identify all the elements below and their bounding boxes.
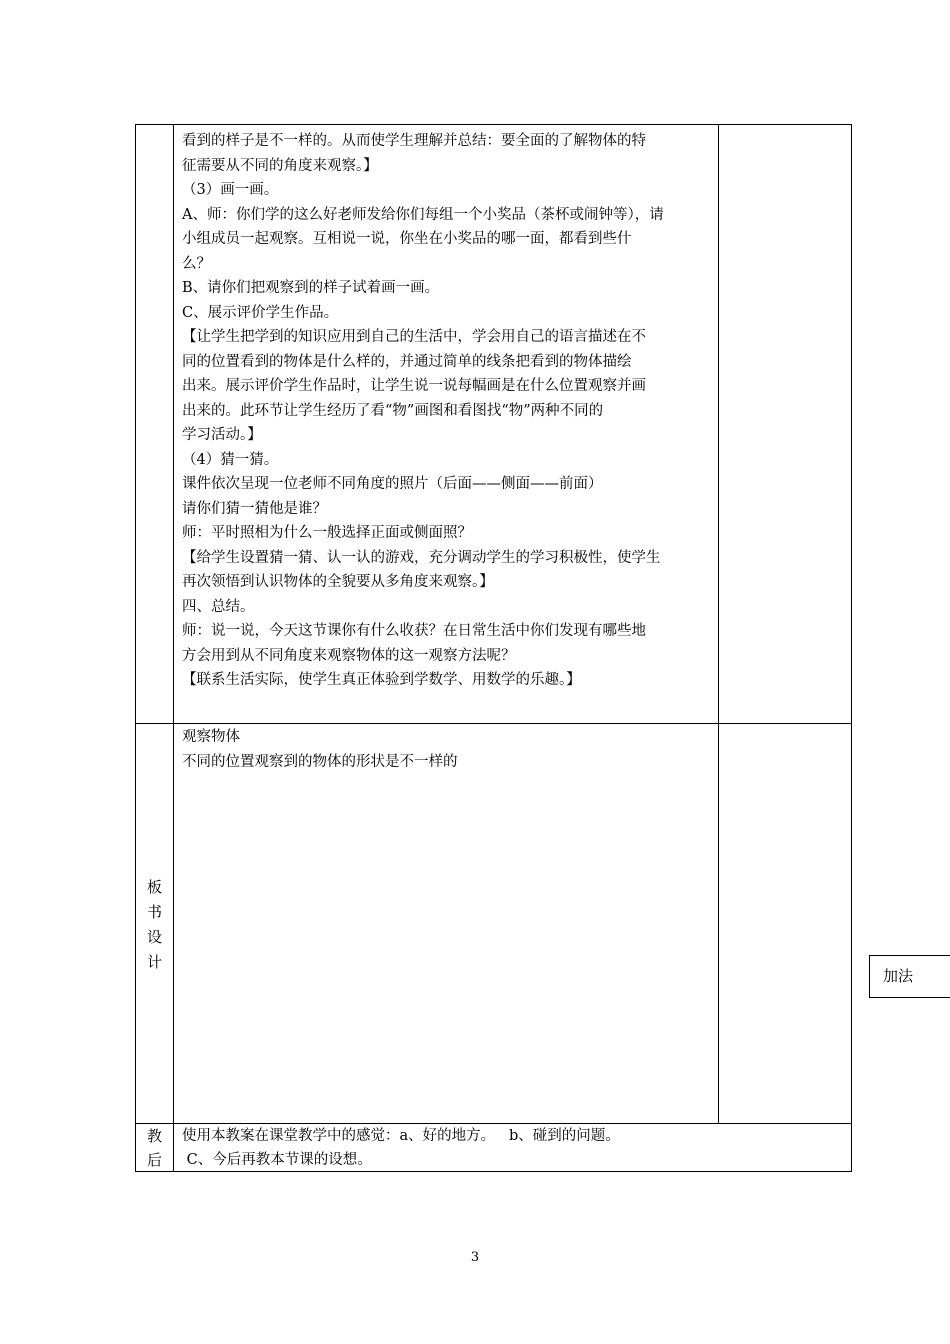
text-line: 么？	[182, 255, 211, 272]
text-line: 再次领悟到认识物体的全貌要从多角度来观察。】	[182, 574, 494, 590]
text-line: 同的位置看到的物体是什么样的，并通过简单的线条把看到的物体描绘	[182, 353, 632, 370]
text-line: 学习活动。】	[182, 427, 262, 443]
text-line: 出来。展示评价学生作品时，让学生说一说每幅画是在什么位置观察并画	[182, 378, 646, 394]
text-line: （3）画一画。	[182, 182, 279, 198]
after-class-label	[136, 1124, 173, 1172]
text-line: 方会用到从不同角度来观察物体的这一观察方法呢？	[182, 647, 516, 664]
text-line: 看到的样子是不一样的。从而使学生理解并总结：要全面的了解物体的特	[182, 133, 646, 149]
label-char: 板	[146, 878, 162, 896]
label-char: 教	[146, 1127, 162, 1145]
board-line: 观察物体	[182, 729, 240, 745]
teaching-process-text	[182, 129, 716, 693]
row-divider-1	[136, 723, 851, 724]
text-line: 【给学生设置猜一猜、认一认的游戏，充分调动学生的学习积极性，使学生	[182, 549, 661, 566]
text-line: 课件依次呈现一位老师不同角度的照片（后面——侧面——前面）	[182, 476, 603, 492]
text-line: 师：说一说，今天这节课你有什么收获？在日常生活中你们发现有哪些地	[182, 623, 646, 639]
after-class-line: 使用本教案在课堂教学中的感觉：a、好的地方。 b、碰到的问题。	[182, 1128, 620, 1144]
after-class-text	[182, 1124, 842, 1172]
text-line: 征需要从不同的角度来观察。】	[182, 157, 378, 174]
page-number: 3	[470, 1250, 480, 1265]
lesson-plan-table	[135, 124, 852, 1172]
text-line: 请你们猜一猜他是谁？	[182, 500, 327, 517]
label-char: 计	[146, 953, 162, 971]
board-design-text	[182, 725, 716, 774]
col-divider-left	[173, 125, 174, 1171]
text-line: 师：平时照相为什么一般选择正面或侧面照？	[182, 525, 472, 541]
text-line: 小组成员一起观察。互相说一说，你坐在小奖品的哪一面，都看到些什	[182, 231, 632, 247]
text-line: 【联系生活实际，使学生真正体验到学数学、用数学的乐趣。】	[182, 672, 581, 688]
text-line: 出来的。此环节让学生经历了看“物”画图和看图找“物”两种不同的	[182, 402, 604, 419]
text-line: A、师：你们学的这么好老师发给你们每组一个小奖品（茶杯或闹钟等），请	[182, 206, 664, 223]
side-note-box: 加法	[869, 955, 950, 998]
text-line: 【让学生把学到的知识应用到自己的生活中，学会用自己的语言描述在不	[182, 329, 646, 345]
board-design-label	[136, 875, 173, 975]
text-line: B、请你们把观察到的样子试着画一画。	[182, 280, 440, 296]
text-line: （4）猜一猜。	[182, 451, 279, 468]
text-line: C、展示评价学生作品。	[182, 304, 339, 321]
label-char: 后	[146, 1151, 162, 1169]
col-divider-right	[718, 125, 719, 1123]
label-char: 设	[146, 928, 162, 946]
label-char: 书	[146, 903, 162, 921]
board-line: 不同的位置观察到的物体的形状是不一样的	[182, 753, 458, 770]
after-class-line: C、今后再教本节课的设想。	[182, 1152, 372, 1168]
text-line: 四、总结。	[182, 598, 255, 615]
